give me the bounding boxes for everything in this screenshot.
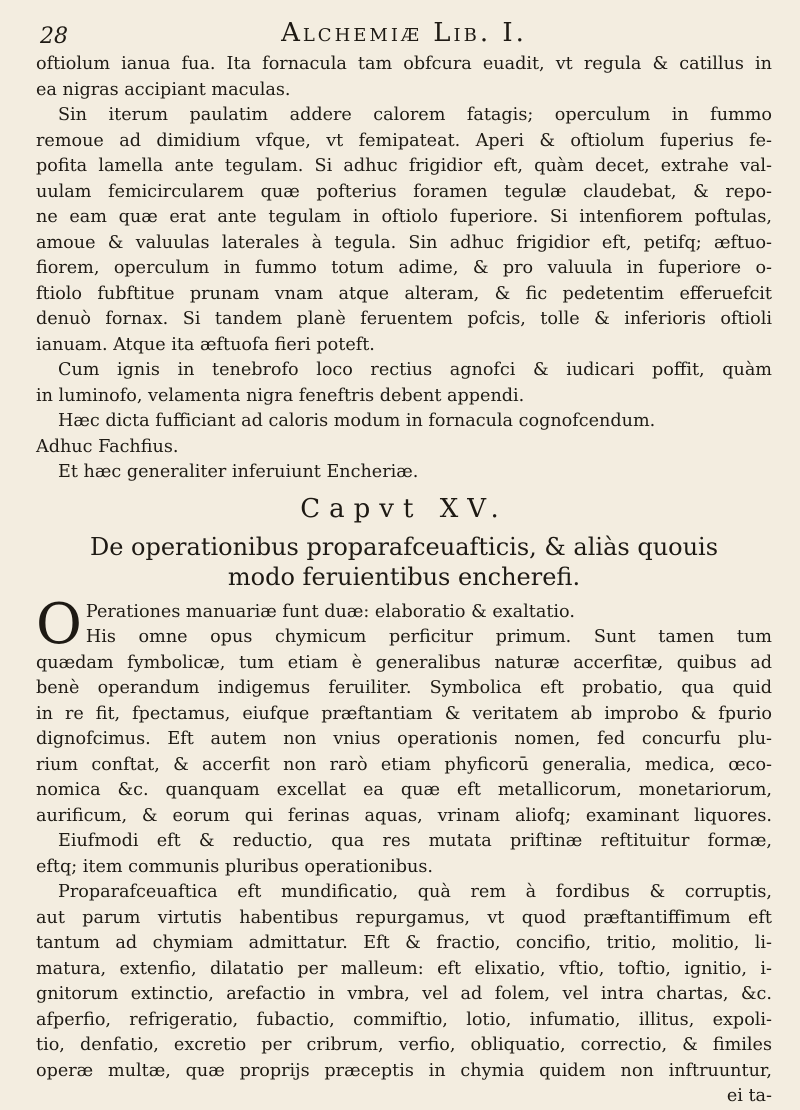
text-line: quædam fymbolicæ, tum etiam è generalibus naturæ accerfitæ, quibus ad bbox=[36, 652, 772, 673]
chapter-title-line: De operationibus proparafceuafticis, & aliàs quouis bbox=[89, 532, 719, 561]
text-line: Adhuc Fachfius. bbox=[36, 436, 179, 457]
text-line: tantum ad chymiam admittatur. Eft & fractio, concifio, tritio, molitio, li- bbox=[36, 933, 772, 953]
text-line: Eiufmodi eft & reductio, qua res mutata priftinæ reftituitur formæ, bbox=[58, 831, 772, 851]
text-line: afperfio, refrigeratio, fubactio, commiftio, lotio, infumatio, illitus, expoli- bbox=[36, 1009, 772, 1030]
text-line: fiorem, operculum in fummo totum adime, & pro valuula in fuperiore o- bbox=[36, 258, 772, 278]
text-line: ftiolo fubftitue prunam vnam atque alteram, & fic pedetentim efferuefcit bbox=[36, 283, 772, 304]
text-line: aurificum, & eorum qui ferinas aquas, vrinam aliofq; examinant liquores. bbox=[36, 805, 772, 826]
text-line: tio, denfatio, excretio per cribrum, verfio, obliquatio, correctio, & fimiles bbox=[36, 1035, 772, 1055]
text-line: denuò fornax. Si tandem planè feruentem pofcis, tolle & inferioris oftioli bbox=[36, 309, 772, 329]
chapter-body bbox=[36, 591, 772, 1110]
text-line: operæ multæ, quæ proprijs præceptis in chymia quidem non inftruuntur, bbox=[36, 1060, 772, 1081]
chapter-title-line: modo feruientibus encherefi. bbox=[227, 562, 581, 591]
chapter-title bbox=[36, 532, 772, 592]
text-line: remoue ad dimidium vfque, vt femipateat. Aperi & oftiolum fuperius fe- bbox=[36, 130, 772, 151]
text-line: ea nigras accipiant maculas. bbox=[36, 79, 291, 100]
drop-cap: O bbox=[36, 591, 82, 657]
text-line: oftiolum ianua fua. Ita fornacula tam obfcura euadit, vt regula & catillus in bbox=[36, 54, 772, 74]
text-line: Hæc dicta fufficiant ad caloris modum in fornacula cognofcendum. bbox=[58, 411, 656, 431]
text-line: amoue & valuulas laterales à tegula. Sin adhuc frigidior eft, petifq; æftuo- bbox=[36, 232, 772, 253]
text-line: eftq; item communis pluribus operationibus. bbox=[36, 856, 433, 877]
text-line: Perationes manuariæ funt duæ: elaboratio & exaltatio. bbox=[85, 601, 575, 622]
text-line: His omne opus chymicum perficitur primum. Sunt tamen tum bbox=[85, 627, 772, 647]
text-line: Et hæc generaliter inferuiunt Encheriæ. bbox=[58, 462, 419, 482]
text-line: dignofcimus. Eft autem non vnius operationis nomen, fed concurfu plu- bbox=[36, 729, 772, 749]
page-header bbox=[36, 12, 772, 52]
text-line: nomica &c. quanquam excellat ea quæ eft metallicorum, monetariorum, bbox=[36, 780, 772, 800]
intro-text bbox=[36, 52, 772, 486]
text-line: Proparafceuaftica eft mundificatio, quà rem à fordibus & corruptis, bbox=[58, 882, 772, 902]
text-line: Sin iterum paulatim addere calorem fatagis; operculum in fummo bbox=[58, 105, 772, 125]
text-line: in re fit, fpectamus, eiufque præftantiam & veritatem ab improbo & fpurio bbox=[36, 703, 772, 724]
text-line: in luminofo, velamenta nigra feneftris debent appendi. bbox=[36, 385, 525, 406]
text-line: ianuam. Atque ita æftuofa fieri poteft. bbox=[36, 334, 375, 355]
chapter-heading: Capvt XV. bbox=[300, 493, 508, 524]
text-line: uulam femicircularem quæ pofterius foramen tegulæ claudebat, & repo- bbox=[36, 181, 772, 202]
running-head: Alchemiæ Lib. I. bbox=[281, 18, 527, 48]
catchword: ei ta- bbox=[726, 1086, 772, 1106]
text-line: benè operandum indigemus feruiliter. Symbolica eft probatio, qua quid bbox=[36, 678, 772, 698]
text-line: pofita lamella ante tegulam. Si adhuc frigidior eft, quàm decet, extrahe val- bbox=[36, 156, 772, 176]
text-line: Cum ignis in tenebrofo loco rectius agnofci & iudicari poffit, quàm bbox=[58, 360, 772, 380]
text-line: rium conftat, & accerfit non rarò etiam phyficorū generalia, medica, œco- bbox=[36, 754, 772, 775]
page-number: 28 bbox=[40, 24, 68, 49]
text-line: gnitorum extinctio, arefactio in vmbra, vel ad folem, vel intra chartas, &c. bbox=[36, 984, 772, 1004]
text-line: matura, extenfio, dilatatio per malleum: eft elixatio, vftio, toftio, ignitio, i- bbox=[36, 958, 772, 979]
text-line: ne eam quæ erat ante tegulam in oftiolo fuperiore. Si intenfiorem poftulas, bbox=[36, 207, 772, 227]
text-line: aut parum virtutis habentibus repurgamus, vt quod præftantiffimum eft bbox=[36, 907, 772, 928]
